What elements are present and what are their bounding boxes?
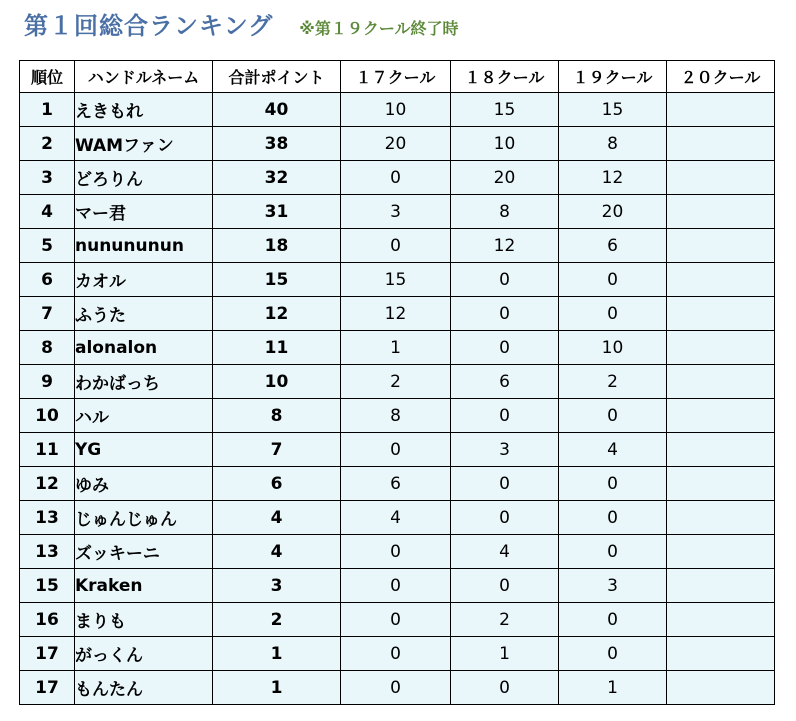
total-points-cell: 15 — [213, 263, 341, 297]
cool-18-cell: 15 — [451, 93, 559, 127]
cool-18-cell: 0 — [451, 399, 559, 433]
cool-18-cell: 0 — [451, 263, 559, 297]
table-row — [20, 195, 775, 229]
total-points-cell: 1 — [213, 637, 341, 671]
rank-cell: 16 — [20, 603, 75, 637]
cool-20-cell — [667, 161, 775, 195]
cool-19-cell: 3 — [559, 569, 667, 603]
cool-20-cell — [667, 365, 775, 399]
cool-18-cell: 0 — [451, 467, 559, 501]
cool-18-cell: 2 — [451, 603, 559, 637]
rank-cell: 11 — [20, 433, 75, 467]
cool-19-cell: 10 — [559, 331, 667, 365]
total-points-cell: 12 — [213, 297, 341, 331]
cool-19-cell: 0 — [559, 399, 667, 433]
cool-19-cell: 0 — [559, 467, 667, 501]
total-points-cell: 10 — [213, 365, 341, 399]
column-header-cool-20: ２０クール — [667, 61, 775, 93]
rank-cell: 2 — [20, 127, 75, 161]
rank-cell: 13 — [20, 501, 75, 535]
cool-17-cell: 20 — [341, 127, 451, 161]
cool-20-cell — [667, 297, 775, 331]
total-points-cell: 38 — [213, 127, 341, 161]
table-row — [20, 637, 775, 671]
handle-name-cell: Kraken — [75, 569, 213, 603]
table-row — [20, 433, 775, 467]
cool-19-cell: 0 — [559, 603, 667, 637]
cool-18-cell: 0 — [451, 671, 559, 705]
table-row — [20, 93, 775, 127]
cool-18-cell: 10 — [451, 127, 559, 161]
rank-cell: 1 — [20, 93, 75, 127]
handle-name-cell: まりも — [75, 603, 213, 637]
table-row — [20, 229, 775, 263]
rank-cell: 17 — [20, 671, 75, 705]
column-header-cool-18: １８クール — [451, 61, 559, 93]
cool-17-cell: 8 — [341, 399, 451, 433]
total-points-cell: 4 — [213, 535, 341, 569]
table-row — [20, 161, 775, 195]
cool-17-cell: 3 — [341, 195, 451, 229]
total-points-cell: 2 — [213, 603, 341, 637]
handle-name-cell: じゅんじゅん — [75, 501, 213, 535]
ranking-table — [19, 60, 775, 705]
handle-name-cell: えきもれ — [75, 93, 213, 127]
cool-18-cell: 0 — [451, 501, 559, 535]
handle-name-cell: ハル — [75, 399, 213, 433]
cool-17-cell: 0 — [341, 603, 451, 637]
cool-19-cell: 8 — [559, 127, 667, 161]
total-points-cell: 31 — [213, 195, 341, 229]
table-row — [20, 603, 775, 637]
cool-20-cell — [667, 399, 775, 433]
table-row — [20, 127, 775, 161]
cool-20-cell — [667, 671, 775, 705]
cool-18-cell: 8 — [451, 195, 559, 229]
rank-cell: 17 — [20, 637, 75, 671]
total-points-cell: 3 — [213, 569, 341, 603]
cool-17-cell: 0 — [341, 161, 451, 195]
column-header-cool-17: １７クール — [341, 61, 451, 93]
table-row — [20, 671, 775, 705]
cool-18-cell: 20 — [451, 161, 559, 195]
cool-17-cell: 15 — [341, 263, 451, 297]
rank-cell: 8 — [20, 331, 75, 365]
cool-18-cell: 0 — [451, 297, 559, 331]
table-row — [20, 535, 775, 569]
cool-20-cell — [667, 93, 775, 127]
column-header-name: ハンドルネーム — [75, 61, 213, 93]
rank-cell: 6 — [20, 263, 75, 297]
cool-17-cell: 4 — [341, 501, 451, 535]
rank-cell: 3 — [20, 161, 75, 195]
cool-19-cell: 0 — [559, 263, 667, 297]
handle-name-cell: マー君 — [75, 195, 213, 229]
table-row — [20, 331, 775, 365]
cool-20-cell — [667, 263, 775, 297]
total-points-cell: 6 — [213, 467, 341, 501]
cool-18-cell: 0 — [451, 569, 559, 603]
rank-cell: 4 — [20, 195, 75, 229]
cool-17-cell: 0 — [341, 229, 451, 263]
cool-20-cell — [667, 433, 775, 467]
cool-17-cell: 2 — [341, 365, 451, 399]
handle-name-cell: nunununun — [75, 229, 213, 263]
cool-17-cell: 6 — [341, 467, 451, 501]
cool-18-cell: 1 — [451, 637, 559, 671]
column-header-cool-19: １９クール — [559, 61, 667, 93]
rank-cell: 5 — [20, 229, 75, 263]
table-row — [20, 365, 775, 399]
total-points-cell: 4 — [213, 501, 341, 535]
cool-20-cell — [667, 569, 775, 603]
page-title: 第１回総合ランキング — [24, 12, 274, 40]
cool-19-cell: 0 — [559, 637, 667, 671]
cool-20-cell — [667, 637, 775, 671]
cool-19-cell: 2 — [559, 365, 667, 399]
cool-19-cell: 4 — [559, 433, 667, 467]
table-header-row — [20, 61, 775, 93]
handle-name-cell: alonalon — [75, 331, 213, 365]
total-points-cell: 1 — [213, 671, 341, 705]
handle-name-cell: ゆみ — [75, 467, 213, 501]
cool-19-cell: 12 — [559, 161, 667, 195]
table-row — [20, 569, 775, 603]
handle-name-cell: カオル — [75, 263, 213, 297]
cool-17-cell: 0 — [341, 637, 451, 671]
handle-name-cell: もんたん — [75, 671, 213, 705]
ranking-table-body — [20, 93, 775, 705]
cool-18-cell: 0 — [451, 331, 559, 365]
cool-17-cell: 0 — [341, 569, 451, 603]
cool-18-cell: 6 — [451, 365, 559, 399]
cool-19-cell: 0 — [559, 501, 667, 535]
column-header-rank: 順位 — [20, 61, 75, 93]
handle-name-cell: がっくん — [75, 637, 213, 671]
total-points-cell: 40 — [213, 93, 341, 127]
cool-17-cell: 1 — [341, 331, 451, 365]
cool-18-cell: 4 — [451, 535, 559, 569]
cool-18-cell: 12 — [451, 229, 559, 263]
total-points-cell: 32 — [213, 161, 341, 195]
total-points-cell: 8 — [213, 399, 341, 433]
column-header-total: 合計ポイント — [213, 61, 341, 93]
cool-17-cell: 0 — [341, 433, 451, 467]
handle-name-cell: ふうた — [75, 297, 213, 331]
cool-20-cell — [667, 535, 775, 569]
table-row — [20, 501, 775, 535]
table-row — [20, 467, 775, 501]
rank-cell: 9 — [20, 365, 75, 399]
handle-name-cell: YG — [75, 433, 213, 467]
cool-20-cell — [667, 467, 775, 501]
table-row — [20, 297, 775, 331]
table-row — [20, 263, 775, 297]
cool-17-cell: 0 — [341, 535, 451, 569]
cool-19-cell: 0 — [559, 535, 667, 569]
cool-20-cell — [667, 127, 775, 161]
cool-19-cell: 0 — [559, 297, 667, 331]
total-points-cell: 18 — [213, 229, 341, 263]
cool-17-cell: 0 — [341, 671, 451, 705]
page-header — [24, 6, 459, 46]
cool-17-cell: 10 — [341, 93, 451, 127]
page-subtitle: ※第１９クール終了時 — [299, 19, 459, 38]
cool-19-cell: 1 — [559, 671, 667, 705]
cool-19-cell: 20 — [559, 195, 667, 229]
rank-cell: 7 — [20, 297, 75, 331]
cool-20-cell — [667, 501, 775, 535]
cool-19-cell: 6 — [559, 229, 667, 263]
cool-17-cell: 12 — [341, 297, 451, 331]
handle-name-cell: どろりん — [75, 161, 213, 195]
cool-19-cell: 15 — [559, 93, 667, 127]
rank-cell: 15 — [20, 569, 75, 603]
rank-cell: 13 — [20, 535, 75, 569]
handle-name-cell: ズッキーニ — [75, 535, 213, 569]
handle-name-cell: わかばっち — [75, 365, 213, 399]
table-row — [20, 399, 775, 433]
rank-cell: 12 — [20, 467, 75, 501]
total-points-cell: 11 — [213, 331, 341, 365]
total-points-cell: 7 — [213, 433, 341, 467]
rank-cell: 10 — [20, 399, 75, 433]
cool-20-cell — [667, 331, 775, 365]
cool-20-cell — [667, 603, 775, 637]
handle-name-cell: WAMファン — [75, 127, 213, 161]
cool-20-cell — [667, 195, 775, 229]
cool-18-cell: 3 — [451, 433, 559, 467]
cool-20-cell — [667, 229, 775, 263]
